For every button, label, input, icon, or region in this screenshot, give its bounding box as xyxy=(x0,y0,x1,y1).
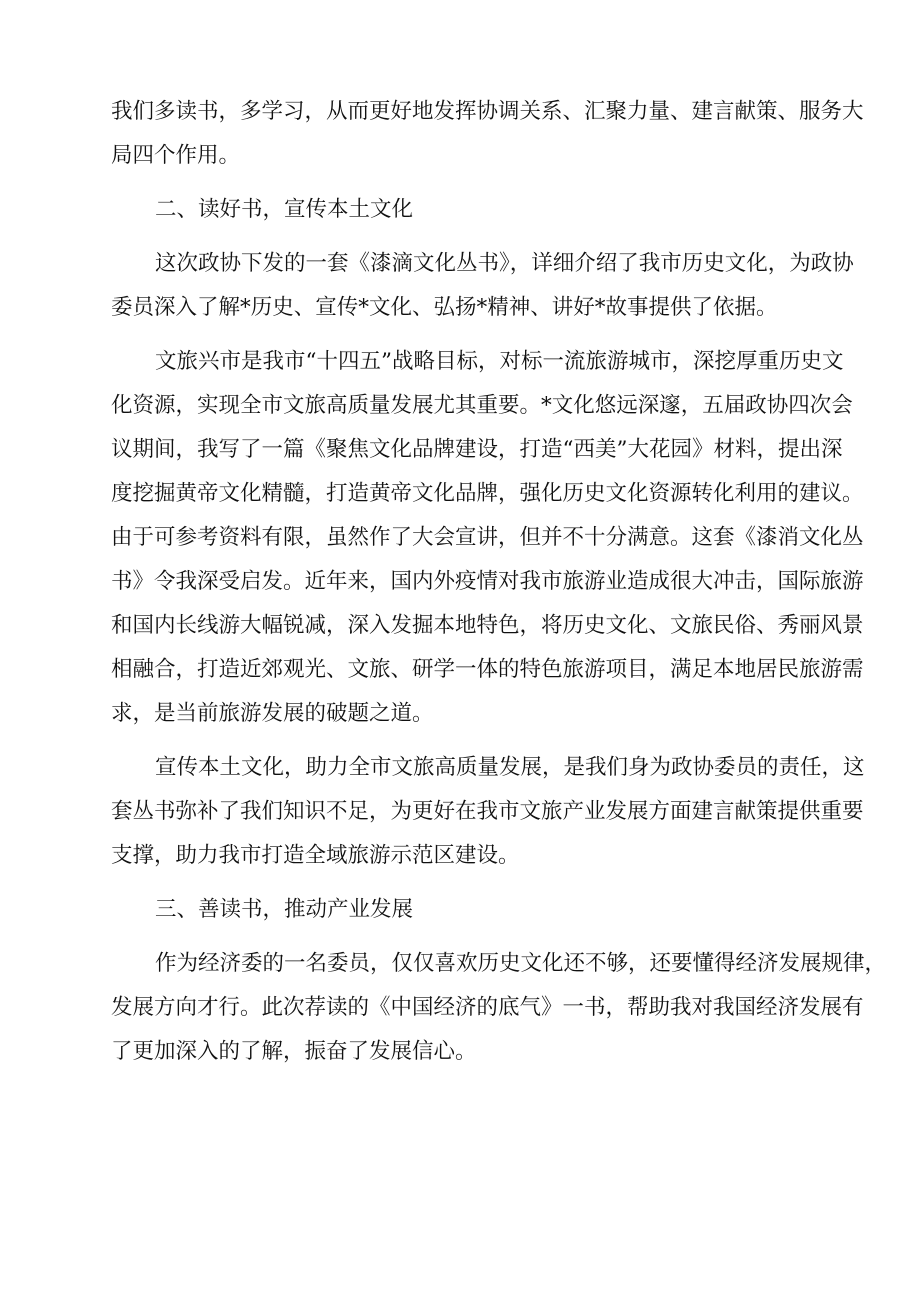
text-line: 了更加深入的了解，振奋了发展信心。 xyxy=(111,1039,477,1064)
paragraph-tourism-culture xyxy=(111,340,864,736)
text-line: 局四个作用。 xyxy=(111,143,241,168)
text-line: 书》令我深受启发。近年来，国内外疫情对我市旅游业造成很大冲击，国际旅游 xyxy=(111,569,864,594)
text-line: 度挖掘黄帝文化精髓，打造黄帝文化品牌，强化历史文化资源转化利用的建议。 xyxy=(111,481,864,506)
text-line: 支撑，助力我市打造全域旅游示范区建设。 xyxy=(111,843,520,868)
text-line: 发展方向才行。此次荐读的《中国经济的底气》一书，帮助我对我国经济发展有 xyxy=(111,995,864,1020)
paragraph-intro-continuation xyxy=(111,90,864,178)
text-line: 求，是当前旅游发展的破题之道。 xyxy=(111,701,434,726)
text-line: 化资源，实现全市文旅高质量发展尤其重要。*文化悠远深邃，五届政协四次会 xyxy=(111,393,853,418)
paragraph-book-series xyxy=(111,242,854,330)
text-line: 套丛书弥补了我们知识不足，为更好在我市文旅产业发展方面建言献策提供重要 xyxy=(111,799,864,824)
text-line: 相融合，打造近郊观光、文旅、研学一体的特色旅游项目，满足本地居民旅游需 xyxy=(111,657,864,682)
text-line: 我们多读书，多学习，从而更好地发挥协调关系、汇聚力量、建言献策、服务大 xyxy=(111,99,864,124)
heading-text: 三、善读书，推动产业发展 xyxy=(155,897,414,922)
text-line: 由于可参考资料有限，虽然作了大会宣讲，但并不十分满意。这套《漆消文化丛 xyxy=(111,525,864,550)
section-heading-2 xyxy=(111,188,823,232)
text-line: 文旅兴市是我市“十四五”战略目标，对标一流旅游城市，深挖厚重历史文 xyxy=(155,349,844,374)
section-heading-3 xyxy=(111,888,823,932)
text-line: 作为经济委的一名委员，仅仅喜欢历史文化还不够，还要懂得经济发展规律， xyxy=(155,951,887,976)
paragraph-economy xyxy=(111,942,887,1074)
text-line: 这次政协下发的一套《漆滴文化丛书》，详细介绍了我市历史文化，为政协 xyxy=(155,251,854,276)
heading-text: 二、读好书，宣传本土文化 xyxy=(155,197,414,222)
document-page xyxy=(111,90,887,1074)
text-line: 议期间，我写了一篇《聚焦文化品牌建设，打造“西美”大花园》材料，提出深 xyxy=(111,437,843,462)
text-line: 和国内长线游大幅锐减，深入发掘本地特色，将历史文化、文旅民俗、秀丽风景 xyxy=(111,613,864,638)
paragraph-promote-culture xyxy=(111,746,865,878)
text-line: 宣传本土文化，助力全市文旅高质量发展，是我们身为政协委员的责任，这 xyxy=(155,755,865,780)
text-line: 委员深入了解*历史、宣传*文化、弘扬*精神、讲好*故事提供了依据。 xyxy=(111,295,778,320)
